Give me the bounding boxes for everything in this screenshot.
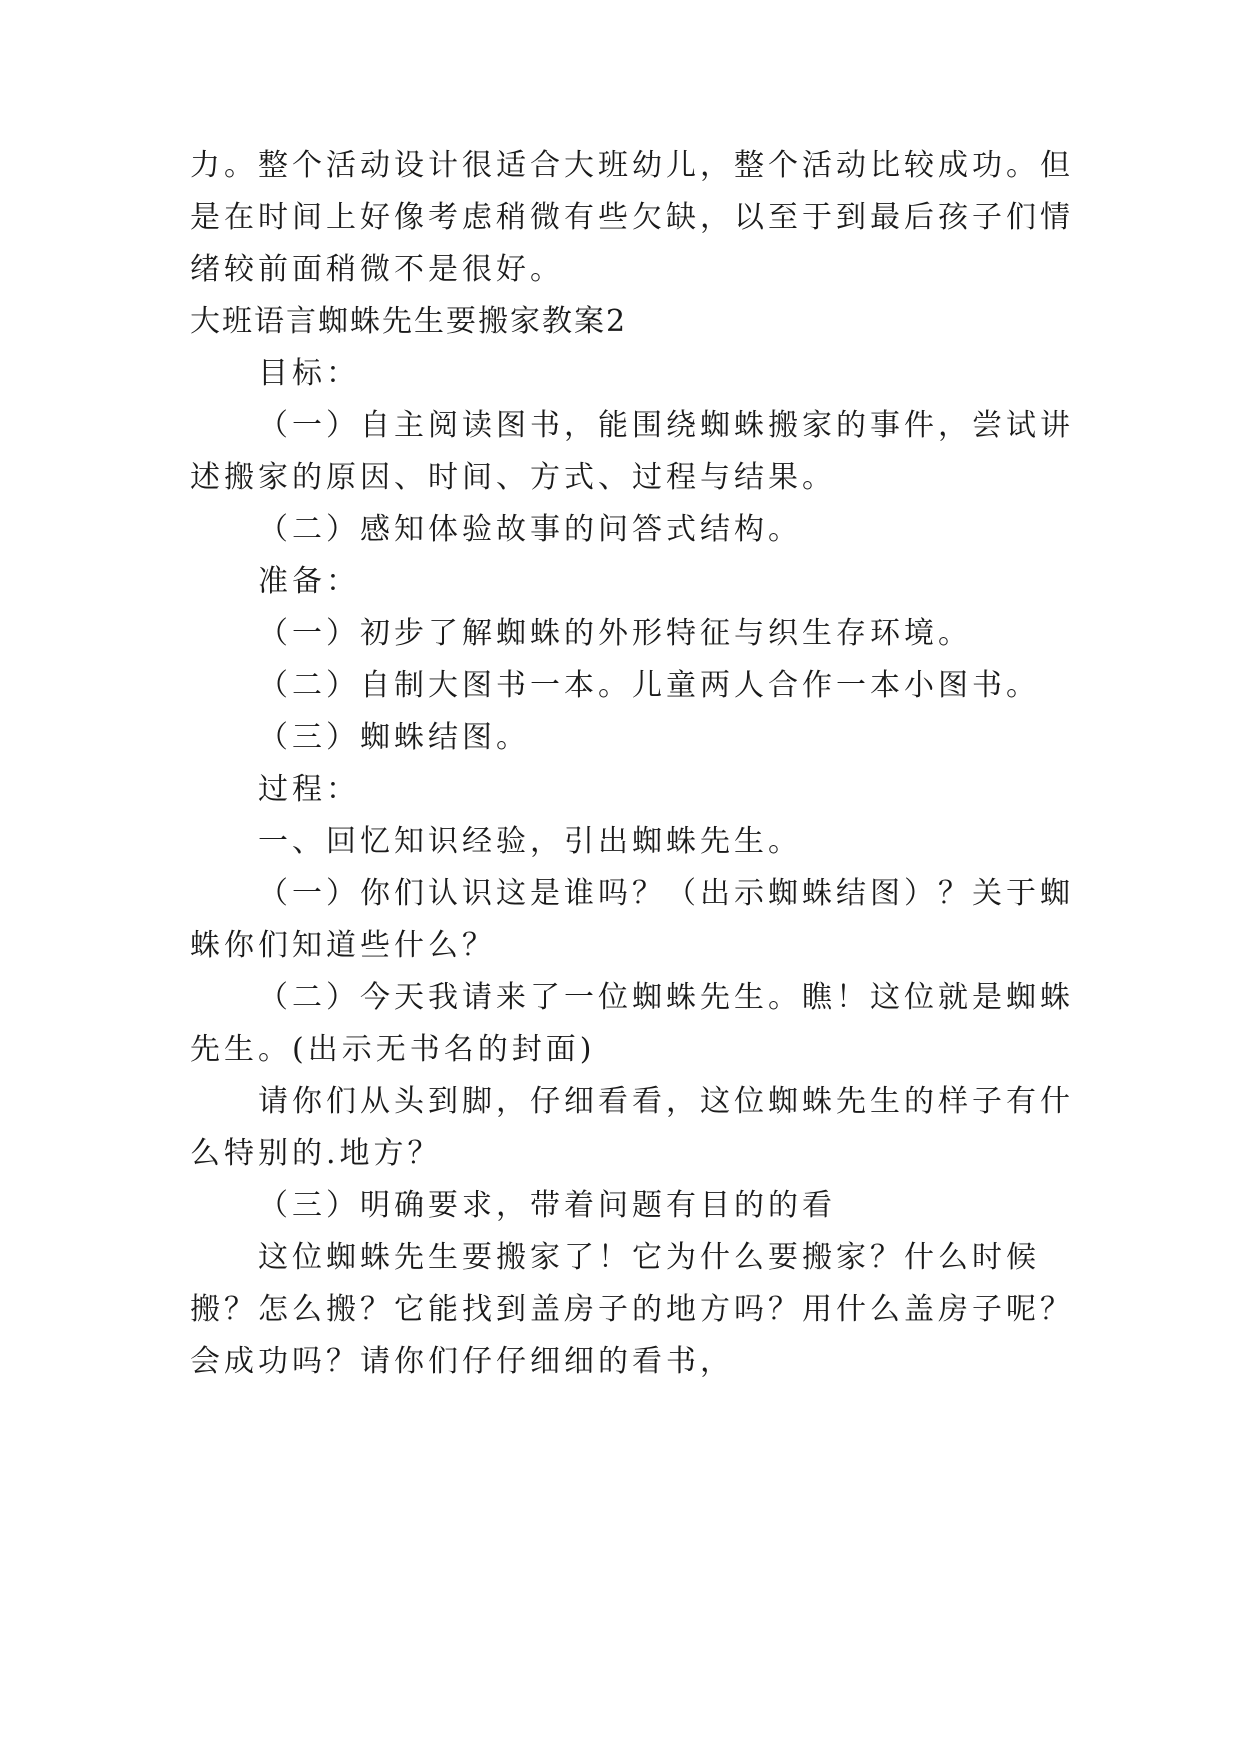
text-line: 么特别的.地方？ <box>190 1136 442 1171</box>
text-line: 蛛你们知道些什么？ <box>190 928 496 963</box>
text-line: 是在时间上好像考虑稍微有些欠缺，以至于到最后孩子们情 <box>190 200 1074 235</box>
text-line: 这位蜘蛛先生要搬家了！它为什么要搬家？什么时候 <box>258 1240 1040 1275</box>
text-line: 会成功吗？请你们仔仔细细的看书， <box>190 1344 734 1379</box>
text-line: 绪较前面稍微不是很好。 <box>190 252 564 287</box>
text-line: （三）明确要求，带着问题有目的的看 <box>258 1188 836 1223</box>
section-title: 大班语言蜘蛛先生要搬家教案2 <box>190 304 628 339</box>
text-line: （二）今天我请来了一位蜘蛛先生。瞧！这位就是蜘蛛 <box>258 980 1074 1015</box>
text-line: 一、回忆知识经验，引出蜘蛛先生。 <box>258 824 802 859</box>
text-line: （三）蜘蛛结图。 <box>258 720 530 755</box>
text-line: 请你们从头到脚，仔细看看，这位蜘蛛先生的样子有什 <box>258 1084 1074 1119</box>
text-line: （一）你们认识这是谁吗？（出示蜘蛛结图）？关于蜘 <box>258 876 1074 911</box>
section-heading: 过程： <box>258 772 360 807</box>
section-heading: 目标： <box>258 356 360 391</box>
section-heading: 准备： <box>258 564 360 599</box>
text-line: （一）自主阅读图书，能围绕蜘蛛搬家的事件，尝试讲 <box>258 408 1074 443</box>
text-line: 力。整个活动设计很适合大班幼儿，整个活动比较成功。但 <box>190 148 1074 183</box>
text-line: （二）感知体验故事的问答式结构。 <box>258 512 802 547</box>
text-line: （二）自制大图书一本。儿童两人合作一本小图书。 <box>258 668 1040 703</box>
text-line: 述搬家的原因、时间、方式、过程与结果。 <box>190 460 836 495</box>
text-line: 搬？怎么搬？它能找到盖房子的地方吗？用什么盖房子呢？ <box>190 1292 1074 1327</box>
text-line: 先生。(出示无书名的封面) <box>190 1032 596 1067</box>
text-line: （一）初步了解蜘蛛的外形特征与织生存环境。 <box>258 616 972 651</box>
